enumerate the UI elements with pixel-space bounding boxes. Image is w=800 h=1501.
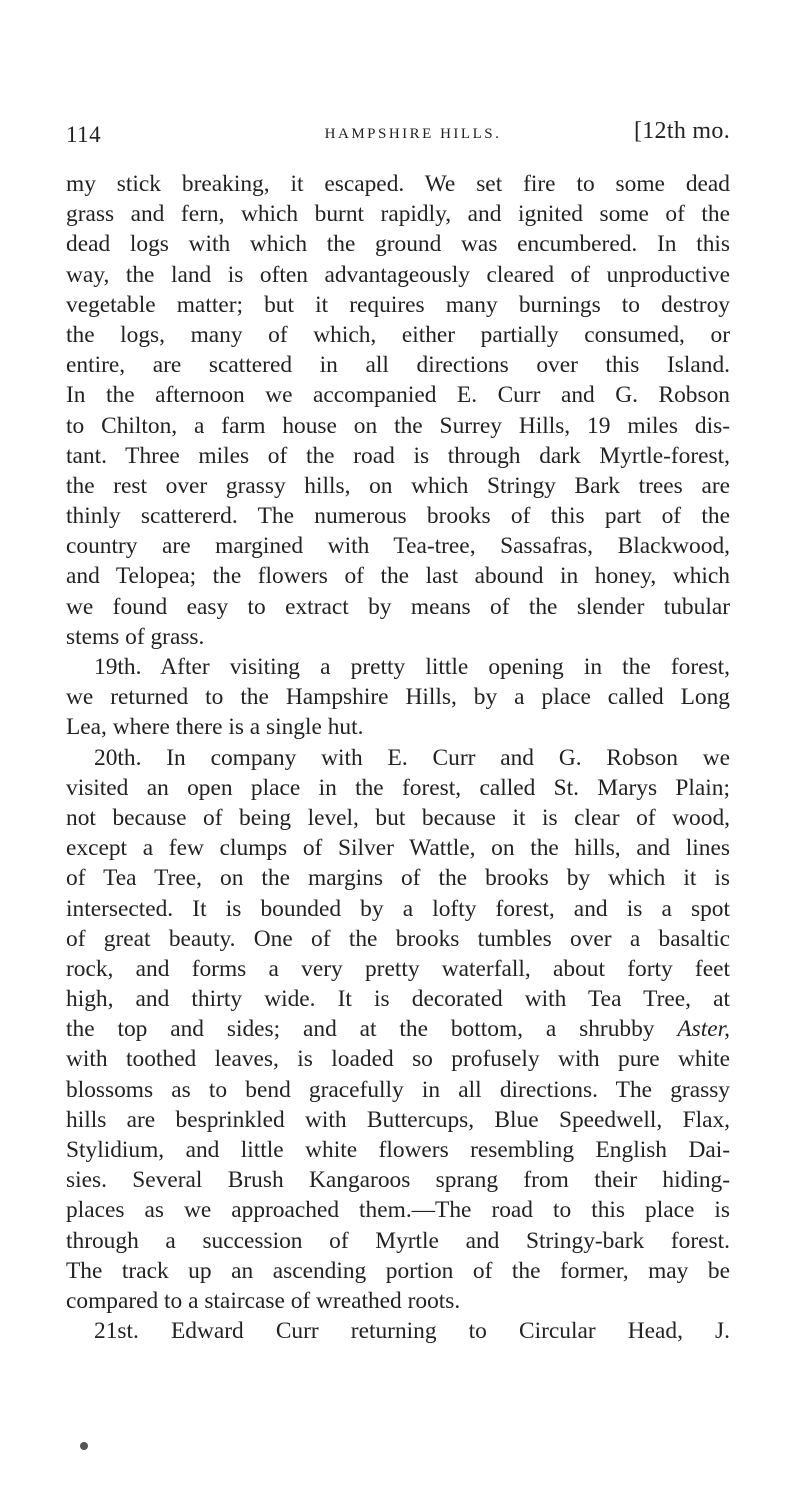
italic-word: Aster, [677,1016,730,1043]
text-line: not because of being level, but because it is clear of wood, [66,804,730,831]
text-line: entire, are scattered in all directions over this Island. [66,352,730,379]
text-line: visited an open place in the forest, called St. Marys Plain; [66,774,730,801]
text-line: of Tea Tree, on the margins of the brooks by which it is [66,865,730,892]
text-line: In the afternoon we accompanied E. Curr and G. Robson [66,382,730,409]
text-line: through a succession of Myrtle and Stringy-bark forest. [66,1227,730,1254]
text-line: 21st. Edward Curr returning to Circular Head, J. [94,1318,730,1345]
text-line: high, and thirty wide. It is decorated with Tea Tree, at [66,986,730,1013]
text-line: of great beauty. One of the brooks tumbles over a basaltic [66,925,730,952]
text-line: sies. Several Brush Kangaroos sprang from their hiding- [66,1167,730,1194]
text-line: with toothed leaves, is loaded so profusely with pure white [66,1046,730,1073]
running-head [66,118,730,154]
text-line: places as we approached them.—The road to this place is [66,1197,730,1224]
text-line: 20th. In company with E. Curr and G. Robson we [94,744,730,771]
text-line: compared to a staircase of wreathed roots. [66,1287,461,1314]
ink-speck [80,1442,88,1450]
text-line: way, the land is often advantageously cleared of unproductive [66,261,730,288]
text-line: stems of grass. [66,623,205,650]
text-line: grass and fern, which burnt rapidly, and ignited some of the [66,201,730,228]
text-line: hills are besprinkled with Buttercups, Blue Speedwell, Flax, [66,1106,730,1133]
text-line: Lea, where there is a single hut. [66,714,364,741]
text-line: dead logs with which the ground was encumbered. In this [66,231,730,258]
text-line: my stick breaking, it escaped. We set fire to some dead [66,171,730,197]
text-line: country are margined with Tea-tree, Sassafras, Blackwood, [66,533,730,560]
text-line: 19th. After visiting a pretty little opening in the forest, [94,654,730,680]
text-line: we returned to the Hampshire Hills, by a place called Long [66,684,730,711]
text-line: the rest over grassy hills, on which Stringy Bark trees are [66,472,730,499]
text-line: the logs, many of which, either partially consumed, or [66,321,730,348]
text-line: we found easy to extract by means of the slender tubular [66,593,730,620]
text-line-with-italic [66,1014,730,1044]
running-title: HAMPSHIRE HILLS. [324,126,502,142]
running-date: [12th mo. [633,118,730,144]
text-line: except a few clumps of Silver Wattle, on the hills, and lines [66,835,730,862]
text-line: tant. Three miles of the road is through dark Myrtle-forest, [66,442,730,469]
text-line: Stylidium, and little white flowers resembling English Dai- [66,1137,730,1163]
text-segment: the top and sides; and at the bottom, a shrubby [66,1016,678,1043]
text-line: blossoms as to bend gracefully in all directions. The grassy [66,1076,730,1103]
page-number: 114 [66,122,102,147]
text-line: intersected. It is bounded by a lofty forest, and is a spot [66,895,730,922]
text-line: and Telopea; the flowers of the last abound in honey, which [66,563,730,590]
text-line: The track up an ascending portion of the former, may be [66,1257,730,1284]
body-text [66,169,730,1346]
text-line: to Chilton, a farm house on the Surrey Hills, 19 miles dis- [66,412,730,439]
text-line: thinly scattererd. The numerous brooks of this part of the [66,503,730,530]
text-line: vegetable matter; but it requires many burnings to destroy [66,291,730,318]
text-line: rock, and forms a very pretty waterfall, about forty feet [66,955,730,982]
